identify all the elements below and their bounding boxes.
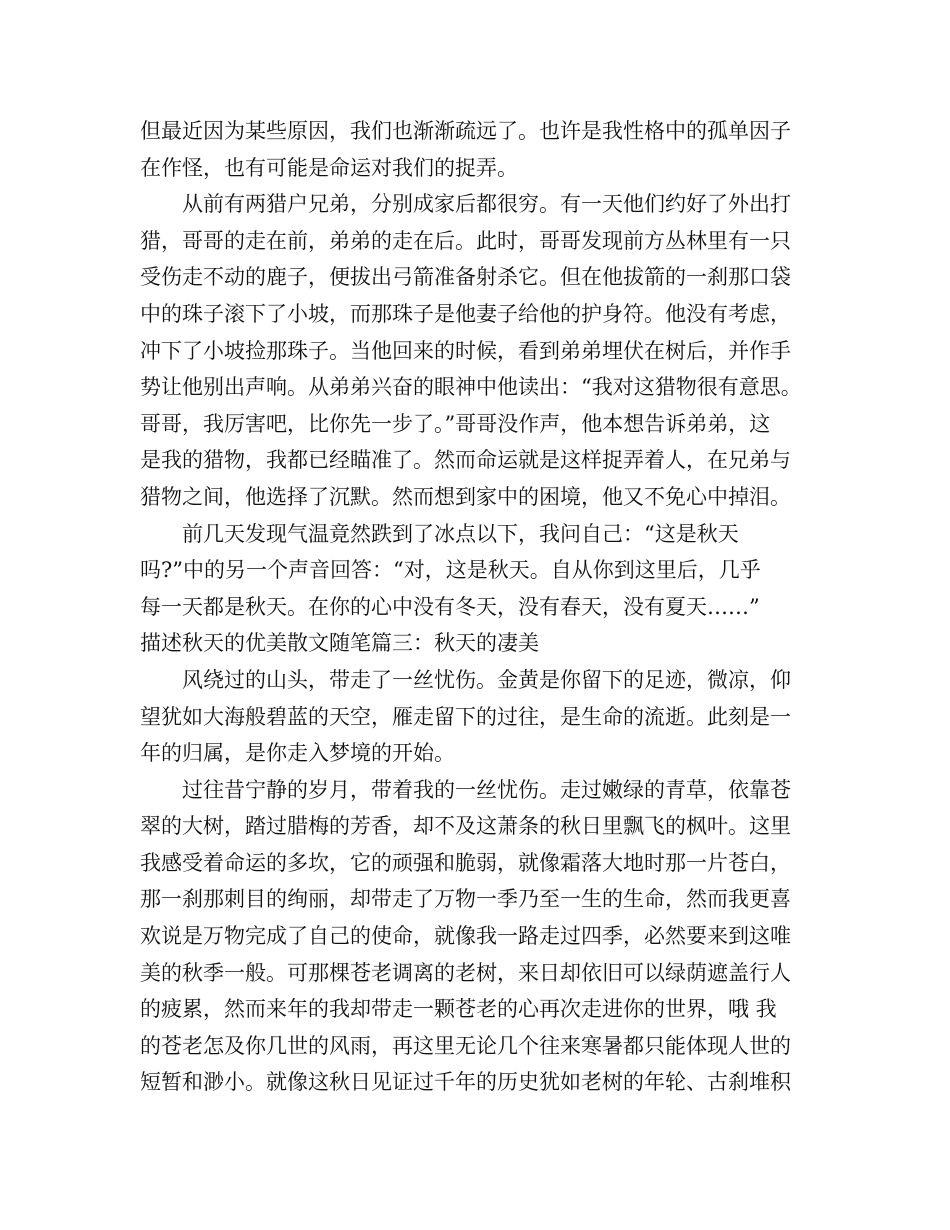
text-line: 每一天都是秋天。在你的心中没有冬天，没有春天，没有夏天……” <box>140 594 760 619</box>
paragraph-first-line: 前几天发现气温竟然跌到了冰点以下，我问自己：“这是秋天 <box>182 521 739 546</box>
text-line: 冲下了小坡捡那珠子。当他回来的时候，看到弟弟埋伏在树后，并作手 <box>140 338 791 363</box>
text-line: 猎，哥哥的走在前，弟弟的走在后。此时，哥哥发现前方丛林里有一只 <box>140 228 791 253</box>
paragraph-first-line: 过往昔宁静的岁月，带着我的一丝忧伤。走过嫩绿的青草，依靠苍 <box>182 777 791 802</box>
text-line: 美的秋季一般。可那棵苍老调离的老树，来日却依旧可以绿荫遮盖行人 <box>140 960 791 985</box>
paragraph-first-line: 风绕过的山头，带走了一丝忧伤。金黄是你留下的足迹，微凉，仰 <box>182 667 791 692</box>
text-line: 年的归属，是你走入梦境的开始。 <box>140 741 455 766</box>
text-line: 在作怪，也有可能是命运对我们的捉弄。 <box>140 155 518 180</box>
text-line: 望犹如大海般碧蓝的天空，雁走留下的过往，是生命的流逝。此刻是一 <box>140 704 791 729</box>
text-line: 中的珠子滚下了小坡，而那珠子是他妻子给他的护身符。他没有考虑， <box>140 301 791 326</box>
text-line: 受伤走不动的鹿子，便拔出弓箭准备射杀它。但在他拔箭的一刹那口袋 <box>140 265 791 290</box>
text-line: 描述秋天的优美散文随笔篇三：秋天的凄美 <box>140 631 539 656</box>
text-line: 哥哥，我厉害吧，比你先一步了。”哥哥没作声，他本想告诉弟弟，这 <box>140 411 771 436</box>
paragraph-first-line: 从前有两猎户兄弟，分别成家后都很穷。有一天他们约好了外出打 <box>182 192 791 217</box>
text-line: 是我的猎物，我都已经瞄准了。然而命运就是这样捉弄着人，在兄弟与 <box>140 448 791 473</box>
text-line: 吗?”中的另一个声音回答：“对，这是秋天。自从你到这里后，几乎 <box>140 558 761 583</box>
text-line: 我感受着命运的多坎，它的顽强和脆弱，就像霜落大地时那一片苍白， <box>140 850 791 875</box>
text-line: 的疲累，然而来年的我却带走一颗苍老的心再次走进你的世界，哦 我 <box>140 997 777 1022</box>
text-line: 猎物之间，他选择了沉默。然而想到家中的困境，他又不免心中掉泪。 <box>140 484 791 509</box>
text-line: 欢说是万物完成了自己的使命，就像我一路走过四季，必然要来到这唯 <box>140 924 791 949</box>
document-body <box>140 113 820 1101</box>
text-line: 但最近因为某些原因，我们也渐渐疏远了。也许是我性格中的孤单因子 <box>140 119 791 143</box>
text-line: 的苍老怎及你几世的风雨，再这里无论几个往来寒暑都只能体现人世的 <box>140 1033 791 1058</box>
text-line: 短暂和渺小。就像这秋日见证过千年的历史犹如老树的年轮、古刹堆积 <box>140 1070 791 1095</box>
text-line: 那一刹那刺目的绚丽，却带走了万物一季乃至一生的生命，然而我更喜 <box>140 887 791 912</box>
text-line: 势让他别出声响。从弟弟兴奋的眼神中他读出：“我对这猎物很有意思。 <box>140 375 802 400</box>
text-line: 翠的大树，踏过腊梅的芳香，却不及这萧条的秋日里飘飞的枫叶。这里 <box>140 814 791 839</box>
